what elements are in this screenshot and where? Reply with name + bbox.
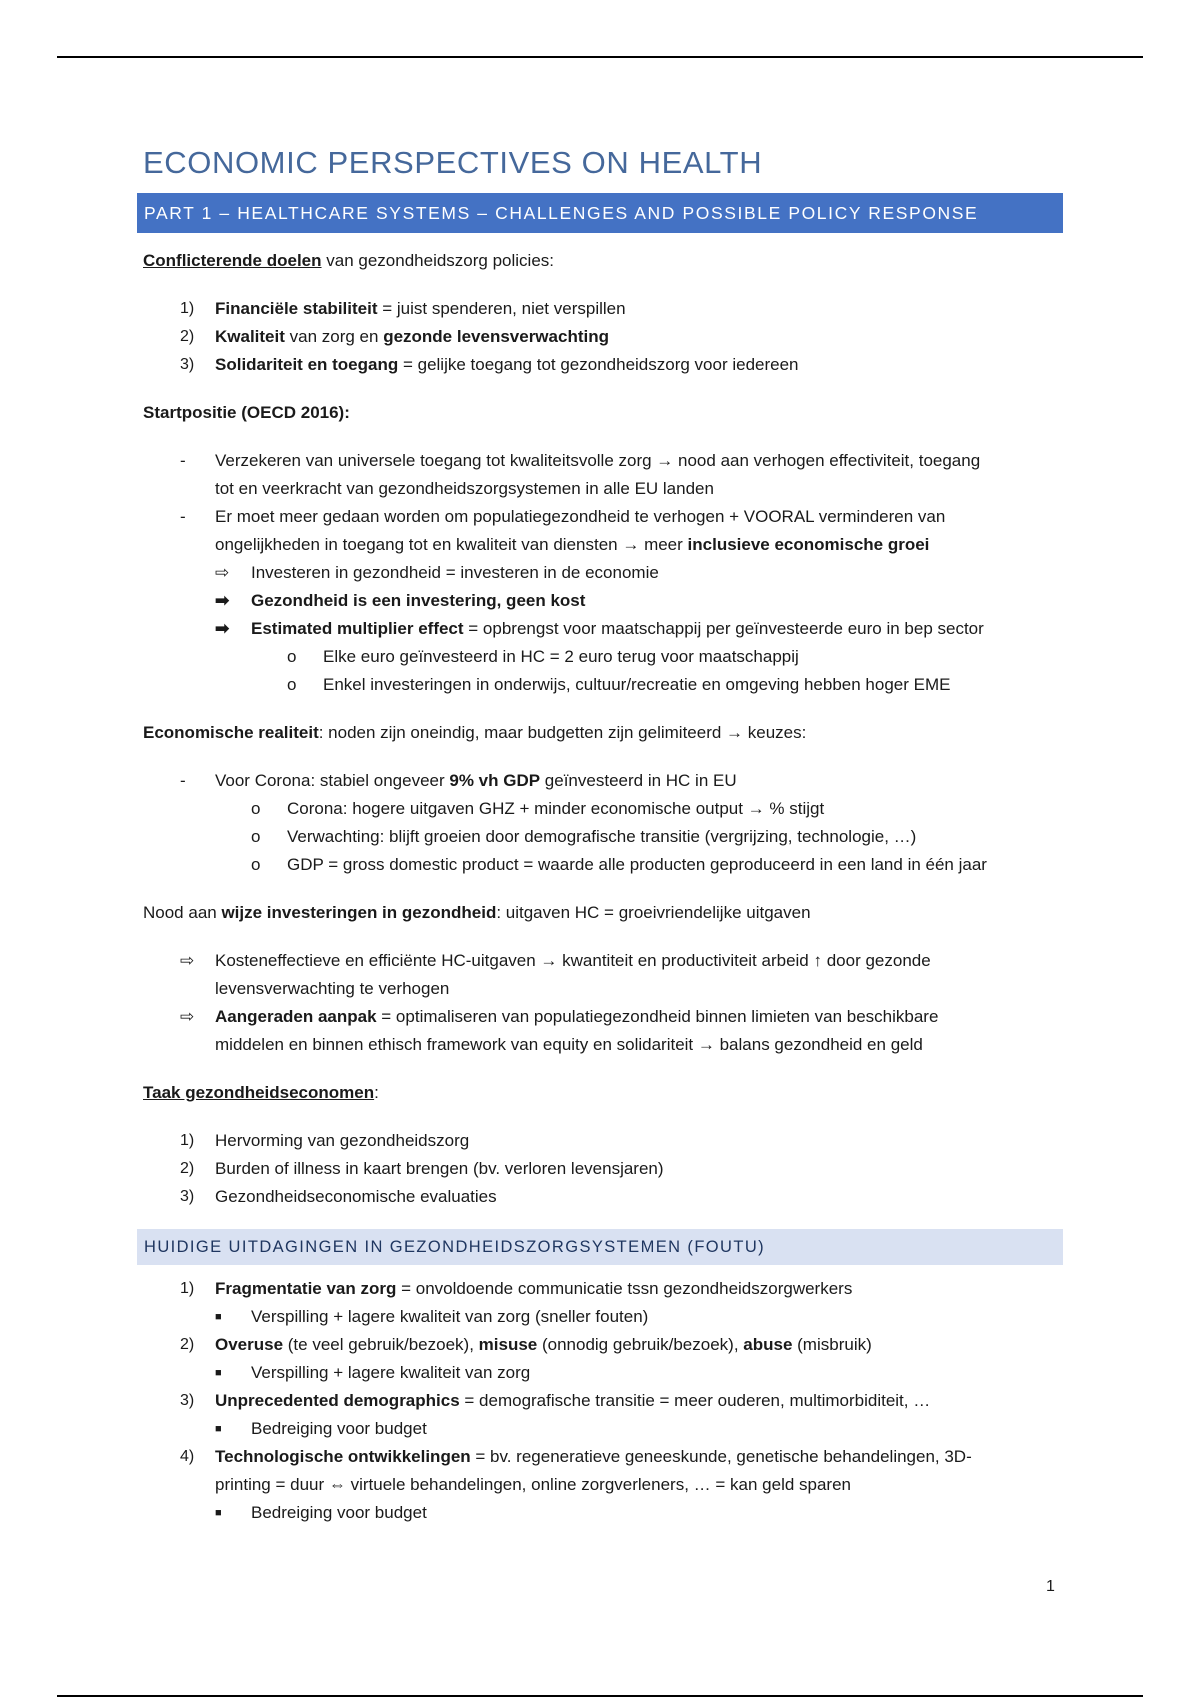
list-item: 2) Burden of illness in kaart brengen (bv. verloren levensjaren) bbox=[180, 1159, 664, 1178]
list-item: ⇨ Aangeraden aanpak = optimaliseren van populatiegezondheid binnen limieten van beschikbare middelen en binnen ethisch framework van equity en solidariteit → balans gezondheid en geld bbox=[180, 1007, 939, 1054]
list-item: o GDP = gross domestic product = waarde alle producten geproduceerd in een land in één jaar bbox=[251, 855, 987, 874]
document-body bbox=[143, 145, 1063, 1527]
challenges-heading: HUIDIGE UITDAGINGEN IN GEZONDHEIDSZORGSYSTEMEN (FOUTU) bbox=[137, 1229, 1063, 1265]
list-item: ■ Bedreiging voor budget bbox=[215, 1503, 427, 1522]
economic-reality-list bbox=[143, 767, 1063, 879]
list-item: ■ Verspilling + lagere kwaliteit van zorg (sneller fouten) bbox=[215, 1307, 649, 1326]
list-item: ■ Verspilling + lagere kwaliteit van zorg bbox=[215, 1363, 531, 1382]
wise-investments-heading: Nood aan wijze investeringen in gezondheid: uitgaven HC = groeivriendelijke uitgaven bbox=[143, 903, 811, 922]
health-economists-list bbox=[143, 1127, 1063, 1211]
list-item: ➡ Estimated multiplier effect = opbrengst voor maatschappij per geïnvesteerde euro in bep sector bbox=[215, 619, 984, 638]
page-number: 1 bbox=[1046, 1578, 1055, 1595]
list-item: 1) Hervorming van gezondheidszorg bbox=[180, 1131, 470, 1150]
list-item: o Verwachting: blijft groeien door demografische transitie (vergrijzing, technologie, …) bbox=[251, 827, 917, 846]
list-item: o Elke euro geïnvesteerd in HC = 2 euro terug voor maatschappij bbox=[287, 647, 799, 666]
list-item: ⇨ Investeren in gezondheid = investeren in de economie bbox=[215, 563, 659, 582]
list-item: o Corona: hogere uitgaven GHZ + minder economische output → % stijgt bbox=[251, 799, 825, 818]
start-position-heading: Startpositie (OECD 2016): bbox=[143, 403, 350, 422]
list-item: 3) Solidariteit en toegang = gelijke toegang tot gezondheidszorg voor iedereen bbox=[180, 355, 799, 374]
conflicting-goals-list bbox=[143, 295, 1063, 379]
document-title: ECONOMIC PERSPECTIVES ON HEALTH bbox=[143, 145, 763, 180]
list-item: 2) Overuse (te veel gebruik/bezoek), misuse (onnodig gebruik/bezoek), abuse (misbruik) bbox=[180, 1335, 872, 1354]
conflicting-goals-heading: Conflicterende doelen van gezondheidszorg policies: bbox=[143, 251, 555, 270]
list-item: 3) Unprecedented demographics = demografische transitie = meer ouderen, multimorbiditeit, … bbox=[180, 1391, 931, 1410]
economic-reality-heading: Economische realiteit: noden zijn oneindig, maar budgetten zijn gelimiteerd → keuzes: bbox=[143, 723, 807, 742]
list-item: 1) Financiële stabiliteit = juist spenderen, niet verspillen bbox=[180, 299, 626, 318]
part1-heading: PART 1 – HEALTHCARE SYSTEMS – CHALLENGES AND POSSIBLE POLICY RESPONSE bbox=[137, 193, 1063, 233]
list-item: - Voor Corona: stabiel ongeveer 9% vh GDP geïnvesteerd in HC in EU bbox=[180, 771, 737, 790]
list-item: 3) Gezondheidseconomische evaluaties bbox=[180, 1187, 497, 1206]
health-economists-heading: Taak gezondheidseconomen: bbox=[143, 1083, 379, 1102]
footer-rule bbox=[57, 1695, 1143, 1697]
list-item: - Er moet meer gedaan worden om populatiegezondheid te verhogen + VOORAL verminderen van ongelijkheden in toegang tot en kwaliteit van diensten → meer inclusieve economische groei bbox=[180, 507, 946, 554]
list-item: - Verzekeren van universele toegang tot kwaliteitsvolle zorg → nood aan verhogen effectiviteit, toegang tot en veerkracht van gezondheidszorgsystemen in alle EU landen bbox=[180, 451, 981, 498]
list-item: ■ Bedreiging voor budget bbox=[215, 1419, 427, 1438]
list-item: ⇨ Kosteneffectieve en efficiënte HC-uitgaven → kwantiteit en productiviteit arbeid ↑ door gezonde levensverwachting te verhogen bbox=[180, 951, 931, 998]
wise-investments-list bbox=[143, 947, 1063, 1059]
start-position-list bbox=[143, 447, 1063, 699]
list-item: o Enkel investeringen in onderwijs, cultuur/recreatie en omgeving hebben hoger EME bbox=[287, 675, 951, 694]
challenges-list bbox=[143, 1275, 1063, 1527]
header-rule bbox=[57, 56, 1143, 58]
list-item: 1) Fragmentatie van zorg = onvoldoende communicatie tssn gezondheidszorgwerkers bbox=[180, 1279, 853, 1298]
list-item: ➡ Gezondheid is een investering, geen kost bbox=[215, 591, 586, 610]
list-item: 4) Technologische ontwikkelingen = bv. regeneratieve geneeskunde, genetische behandelingen, 3D- printing = duur ⇔ virtuele behandelingen, online zorgverleners, … = kan geld sparen bbox=[180, 1447, 972, 1494]
list-item: 2) Kwaliteit van zorg en gezonde levensverwachting bbox=[180, 327, 609, 346]
